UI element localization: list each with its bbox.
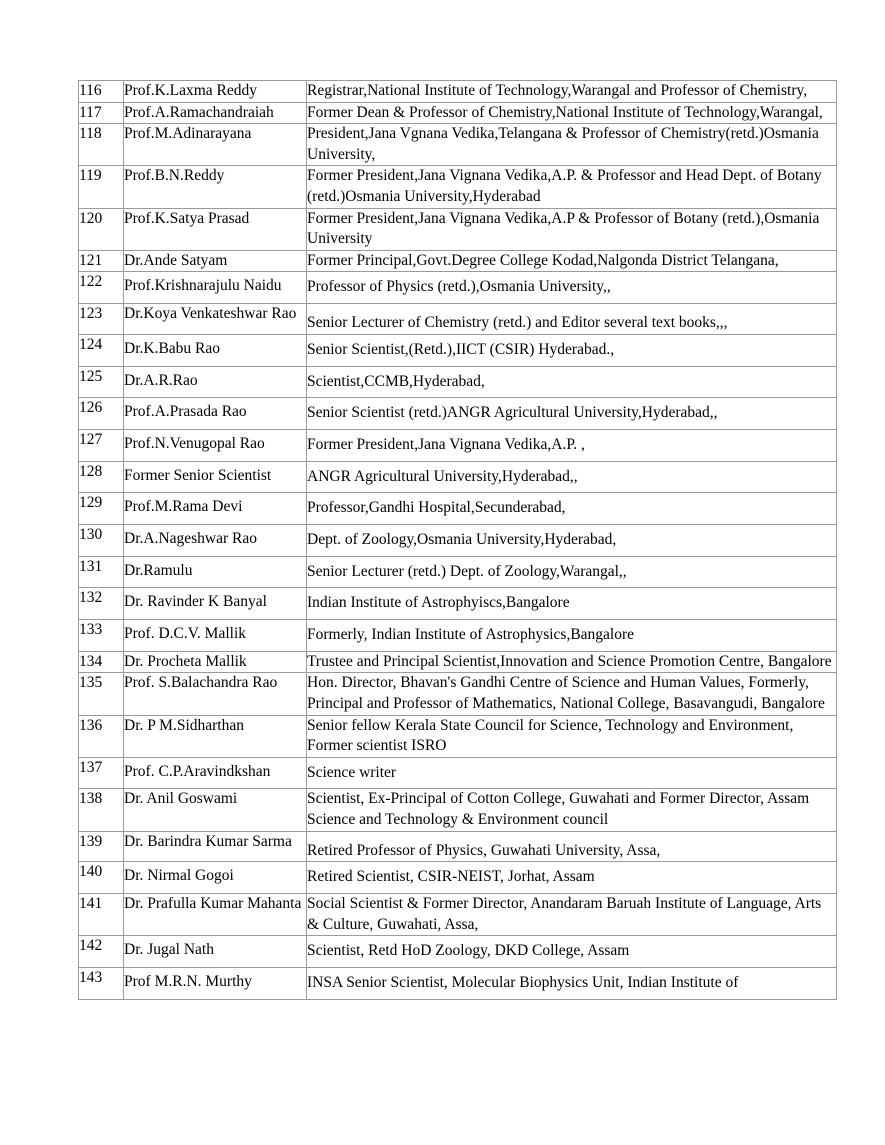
row-person-name: Dr. Ravinder K Banyal <box>124 588 307 620</box>
row-serial-number: 119 <box>79 166 124 208</box>
row-designation: Scientist,CCMB,Hyderabad, <box>307 366 837 398</box>
row-designation: Formerly, Indian Institute of Astrophysics,Bangalore <box>307 620 837 652</box>
row-serial-number: 127 <box>79 429 124 461</box>
table-row <box>79 894 837 936</box>
row-serial-number: 139 <box>79 831 124 862</box>
row-designation: ANGR Agricultural University,Hyderabad,, <box>307 461 837 493</box>
row-designation: Hon. Director, Bhavan's Gandhi Centre of Science and Human Values, Formerly, Principal and Professor of Mathematics, National College, Basavangudi, Bangalore <box>307 673 837 715</box>
row-person-name: Prof. S.Balachandra Rao <box>124 673 307 715</box>
row-designation: Dept. of Zoology,Osmania University,Hyderabad, <box>307 524 837 556</box>
row-serial-number: 143 <box>79 967 124 999</box>
table-row <box>79 967 837 999</box>
row-person-name: Prof.A.Prasada Rao <box>124 398 307 430</box>
signatory-table <box>78 80 837 1000</box>
table-row <box>79 124 837 166</box>
table-row <box>79 757 837 789</box>
row-designation: Senior fellow Kerala State Council for Science, Technology and Environment, Former scientist ISRO <box>307 715 837 757</box>
row-person-name: Dr.Ande Satyam <box>124 250 307 272</box>
row-person-name: Dr. Jugal Nath <box>124 936 307 968</box>
row-person-name: Prof. C.P.Aravindkshan <box>124 757 307 789</box>
table-row <box>79 673 837 715</box>
row-person-name: Prof.B.N.Reddy <box>124 166 307 208</box>
row-person-name: Prof.Krishnarajulu Naidu <box>124 272 307 304</box>
table-row <box>79 166 837 208</box>
row-person-name: Prof.M.Rama Devi <box>124 493 307 525</box>
row-designation: Registrar,National Institute of Technology,Warangal and Professor of Chemistry, <box>307 81 837 103</box>
row-person-name: Prof. D.C.V. Mallik <box>124 620 307 652</box>
table-row <box>79 461 837 493</box>
table-row <box>79 556 837 588</box>
row-person-name: Dr. Prafulla Kumar Mahanta <box>124 894 307 936</box>
row-serial-number: 126 <box>79 398 124 430</box>
row-serial-number: 142 <box>79 936 124 968</box>
row-designation: Retired Professor of Physics, Guwahati University, Assa, <box>307 831 837 862</box>
row-serial-number: 131 <box>79 556 124 588</box>
row-designation: President,Jana Vgnana Vedika,Telangana & Professor of Chemistry(retd.)Osmania University, <box>307 124 837 166</box>
row-designation: Senior Scientist,(Retd.),IICT (CSIR) Hyderabad., <box>307 334 837 366</box>
table-row <box>79 715 837 757</box>
row-serial-number: 141 <box>79 894 124 936</box>
table-row <box>79 304 837 335</box>
row-serial-number: 122 <box>79 272 124 304</box>
row-person-name: Dr.Koya Venkateshwar Rao <box>124 304 307 335</box>
row-serial-number: 140 <box>79 862 124 894</box>
row-person-name: Prof.N.Venugopal Rao <box>124 429 307 461</box>
table-row <box>79 789 837 831</box>
row-person-name: Dr.A.R.Rao <box>124 366 307 398</box>
row-serial-number: 121 <box>79 250 124 272</box>
row-person-name: Prof.K.Laxma Reddy <box>124 81 307 103</box>
row-designation: Former Principal,Govt.Degree College Kodad,Nalgonda District Telangana, <box>307 250 837 272</box>
table-row <box>79 620 837 652</box>
row-designation: Indian Institute of Astrophyiscs,Bangalore <box>307 588 837 620</box>
row-designation: Senior Scientist (retd.)ANGR Agricultural University,Hyderabad,, <box>307 398 837 430</box>
row-serial-number: 138 <box>79 789 124 831</box>
row-person-name: Former Senior Scientist <box>124 461 307 493</box>
table-row <box>79 651 837 673</box>
row-designation: Senior Lecturer of Chemistry (retd.) and Editor several text books,,, <box>307 304 837 335</box>
table-row <box>79 588 837 620</box>
row-person-name: Dr. P M.Sidharthan <box>124 715 307 757</box>
row-person-name: Dr. Barindra Kumar Sarma <box>124 831 307 862</box>
row-serial-number: 133 <box>79 620 124 652</box>
row-person-name: Prof M.R.N. Murthy <box>124 967 307 999</box>
table-row <box>79 102 837 124</box>
table-row <box>79 334 837 366</box>
row-serial-number: 134 <box>79 651 124 673</box>
row-person-name: Prof.K.Satya Prasad <box>124 208 307 250</box>
row-serial-number: 120 <box>79 208 124 250</box>
table-row <box>79 208 837 250</box>
row-serial-number: 135 <box>79 673 124 715</box>
table-row <box>79 862 837 894</box>
row-serial-number: 136 <box>79 715 124 757</box>
row-designation: Scientist, Retd HoD Zoology, DKD College, Assam <box>307 936 837 968</box>
row-designation: Professor of Physics (retd.),Osmania University,, <box>307 272 837 304</box>
row-serial-number: 118 <box>79 124 124 166</box>
row-designation: Trustee and Principal Scientist,Innovation and Science Promotion Centre, Bangalore <box>307 651 837 673</box>
table-row <box>79 398 837 430</box>
table-row <box>79 524 837 556</box>
row-designation: Social Scientist & Former Director, Anandaram Baruah Institute of Language, Arts & Culture, Guwahati, Assa, <box>307 894 837 936</box>
row-serial-number: 116 <box>79 81 124 103</box>
row-person-name: Prof.A.Ramachandraiah <box>124 102 307 124</box>
table-container <box>78 80 836 1000</box>
table-row <box>79 366 837 398</box>
row-designation: Professor,Gandhi Hospital,Secunderabad, <box>307 493 837 525</box>
row-person-name: Dr.A.Nageshwar Rao <box>124 524 307 556</box>
table-row <box>79 272 837 304</box>
row-serial-number: 137 <box>79 757 124 789</box>
row-serial-number: 128 <box>79 461 124 493</box>
row-designation: INSA Senior Scientist, Molecular Biophysics Unit, Indian Institute of <box>307 967 837 999</box>
row-serial-number: 130 <box>79 524 124 556</box>
table-row <box>79 250 837 272</box>
row-serial-number: 124 <box>79 334 124 366</box>
row-person-name: Dr. Nirmal Gogoi <box>124 862 307 894</box>
row-designation: Senior Lecturer (retd.) Dept. of Zoology,Warangal,, <box>307 556 837 588</box>
table-row <box>79 936 837 968</box>
row-designation: Former President,Jana Vignana Vedika,A.P. & Professor and Head Dept. of Botany (retd.)Osmania University,Hyderabad <box>307 166 837 208</box>
row-serial-number: 125 <box>79 366 124 398</box>
row-person-name: Dr. Procheta Mallik <box>124 651 307 673</box>
table-row <box>79 429 837 461</box>
row-serial-number: 123 <box>79 304 124 335</box>
table-body <box>79 81 837 1000</box>
row-designation: Former President,Jana Vignana Vedika,A.P. , <box>307 429 837 461</box>
row-designation: Scientist, Ex-Principal of Cotton College, Guwahati and Former Director, Assam Science and Technology & Environment council <box>307 789 837 831</box>
row-designation: Science writer <box>307 757 837 789</box>
row-person-name: Dr.Ramulu <box>124 556 307 588</box>
row-serial-number: 132 <box>79 588 124 620</box>
row-person-name: Dr. Anil Goswami <box>124 789 307 831</box>
table-row <box>79 493 837 525</box>
table-row <box>79 81 837 103</box>
row-serial-number: 117 <box>79 102 124 124</box>
row-designation: Former Dean & Professor of Chemistry,National Institute of Technology,Warangal, <box>307 102 837 124</box>
row-designation: Former President,Jana Vignana Vedika,A.P & Professor of Botany (retd.),Osmania University <box>307 208 837 250</box>
row-serial-number: 129 <box>79 493 124 525</box>
table-row <box>79 831 837 862</box>
row-designation: Retired Scientist, CSIR-NEIST, Jorhat, Assam <box>307 862 837 894</box>
row-person-name: Dr.K.Babu Rao <box>124 334 307 366</box>
row-person-name: Prof.M.Adinarayana <box>124 124 307 166</box>
